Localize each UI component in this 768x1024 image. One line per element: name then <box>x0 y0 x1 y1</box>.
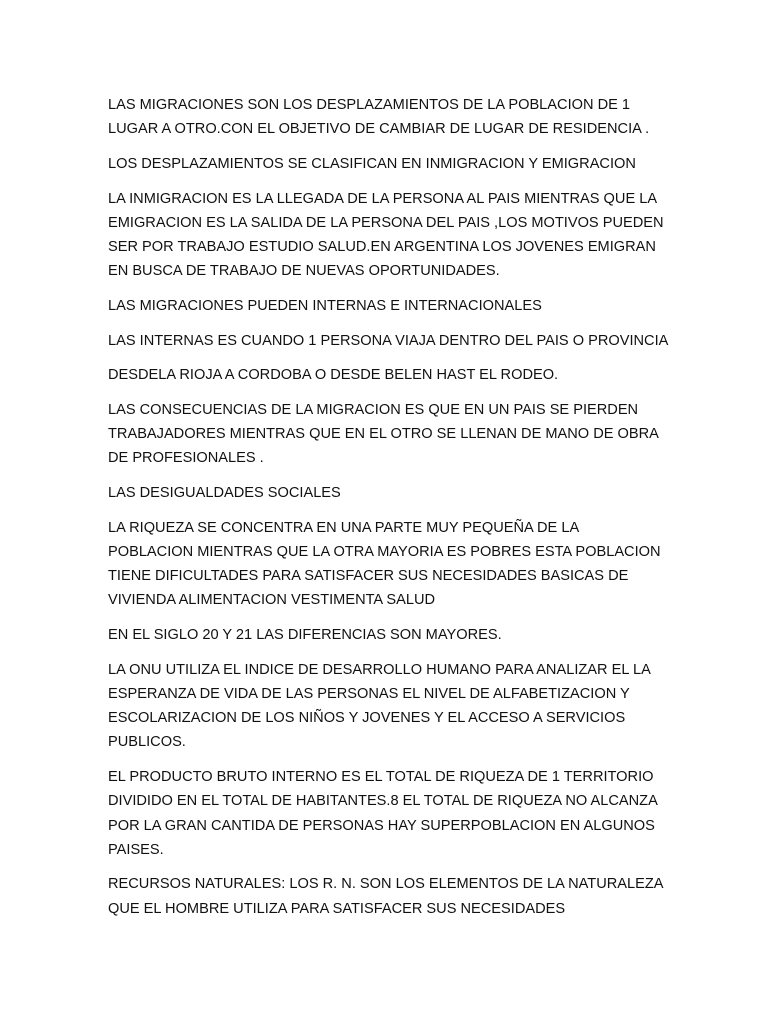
text-line: SER POR TRABAJO ESTUDIO SALUD.EN ARGENTINA LOS JOVENES EMIGRAN <box>108 239 656 256</box>
text-line: LAS MIGRACIONES PUEDEN INTERNAS E INTERNACIONALES <box>108 297 542 314</box>
document-body <box>108 93 688 931</box>
text-line: ESPERANZA DE VIDA DE LAS PERSONAS EL NIVEL DE ALFABETIZACION Y <box>108 686 630 703</box>
text-line: RECURSOS NATURALES: LOS R. N. SON LOS ELEMENTOS DE LA NATURALEZA <box>108 876 664 893</box>
paragraph <box>108 329 688 353</box>
text-line: PAISES. <box>108 841 164 858</box>
text-line: EL PRODUCTO BRUTO INTERNO ES EL TOTAL DE RIQUEZA DE 1 TERRITORIO <box>108 769 654 786</box>
text-line: LAS MIGRACIONES SON LOS DESPLAZAMIENTOS DE LA POBLACION DE 1 <box>108 97 631 113</box>
text-line: LOS DESPLAZAMIENTOS SE CLASIFICAN EN INMIGRACION Y EMIGRACION <box>108 155 636 172</box>
text-line: TRABAJADORES MIENTRAS QUE EN EL OTRO SE LLENAN DE MANO DE OBRA <box>108 426 659 443</box>
paragraph <box>108 152 688 176</box>
text-line: EMIGRACION ES LA SALIDA DE LA PERSONA DEL PAIS ,LOS MOTIVOS PUEDEN <box>108 214 664 231</box>
text-line: LA RIQUEZA SE CONCENTRA EN UNA PARTE MUY PEQUEÑA DE LA <box>108 519 580 536</box>
paragraph <box>108 872 688 920</box>
text-line: EN BUSCA DE TRABAJO DE NUEVAS OPORTUNIDADES. <box>108 263 500 280</box>
text-line: EN EL SIGLO 20 Y 21 LAS DIFERENCIAS SON MAYORES. <box>108 627 502 644</box>
paragraph <box>108 516 688 613</box>
paragraph <box>108 187 688 284</box>
paragraph <box>108 398 688 471</box>
text-line: DESDELA RIOJA A CORDOBA O DESDE BELEN HAST EL RODEO. <box>108 367 559 384</box>
text-line: LAS INTERNAS ES CUANDO 1 PERSONA VIAJA DENTRO DEL PAIS O PROVINCIA <box>108 332 669 349</box>
paragraph <box>108 765 688 862</box>
text-line: DE PROFESIONALES . <box>108 450 264 467</box>
text-line: ESCOLARIZACION DE LOS NIÑOS Y JOVENES Y EL ACCESO A SERVICIOS <box>108 710 626 727</box>
paragraph <box>108 294 688 318</box>
paragraph <box>108 481 688 505</box>
text-line: LAS DESIGUALDADES SOCIALES <box>108 485 341 502</box>
text-line: QUE EL HOMBRE UTILIZA PARA SATISFACER SUS NECESIDADES <box>108 900 566 917</box>
text-line: POR LA GRAN CANTIDA DE PERSONAS HAY SUPERPOBLACION EN ALGUNOS <box>108 817 655 834</box>
text-line: TIENE DIFICULTADES PARA SATISFACER SUS NECESIDADES BASICAS DE <box>108 568 629 585</box>
text-line: LA ONU UTILIZA EL INDICE DE DESARROLLO HUMANO PARA ANALIZAR EL LA <box>108 661 651 678</box>
text-line: LA INMIGRACION ES LA LLEGADA DE LA PERSONA AL PAIS MIENTRAS QUE LA <box>108 190 658 207</box>
paragraph <box>108 93 688 141</box>
paragraph <box>108 658 688 755</box>
text-line: LUGAR A OTRO.CON EL OBJETIVO DE CAMBIAR DE LUGAR DE RESIDENCIA . <box>108 121 650 138</box>
text-line: DIVIDIDO EN EL TOTAL DE HABITANTES.8 EL TOTAL DE RIQUEZA NO ALCANZA <box>108 793 658 810</box>
paragraph <box>108 623 688 647</box>
text-line: LAS CONSECUENCIAS DE LA MIGRACION ES QUE EN UN PAIS SE PIERDEN <box>108 402 639 419</box>
text-line: POBLACION MIENTRAS QUE LA OTRA MAYORIA ES POBRES ESTA POBLACION <box>108 544 661 561</box>
paragraph <box>108 363 688 387</box>
text-line: VIVIENDA ALIMENTACION VESTIMENTA SALUD <box>108 592 436 609</box>
text-line: PUBLICOS. <box>108 734 186 751</box>
